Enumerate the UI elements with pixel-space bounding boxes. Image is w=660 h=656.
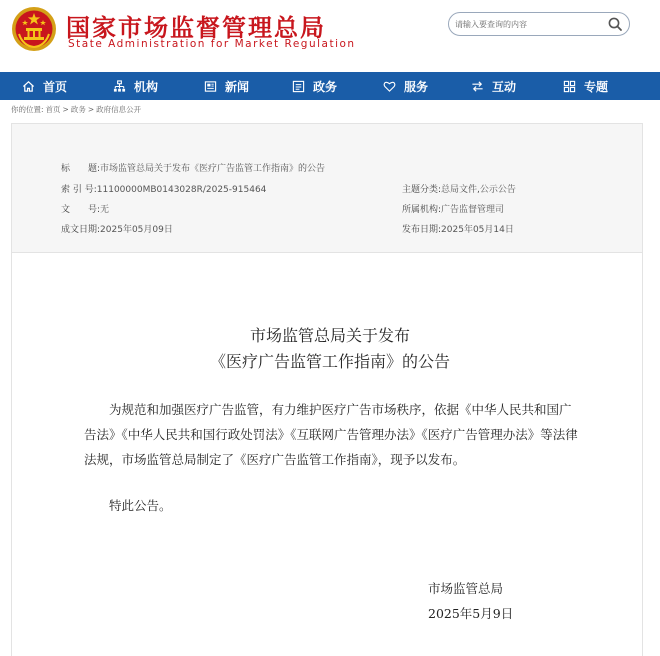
nav-label: 机构 (134, 79, 159, 94)
org-icon (113, 80, 126, 93)
info-org-row (402, 202, 504, 215)
exchange-icon (471, 80, 484, 93)
info-index-label: 索 引 号: (61, 185, 97, 195)
site-header (0, 0, 660, 72)
breadcrumb-link-gov-info[interactable]: 政府信息公开 (96, 105, 142, 114)
article-paragraph: 为规范和加强医疗广告监管，有力维护医疗广告市场秩序，依据《中华人民共和国广告法》《中华人民共和国行政处罚法》《互联网广告管理办法》《医疗广告管理办法》等法律法规，市场监管总局制定了《医疗广告监管工作指南》，现予以发布。 (84, 402, 578, 467)
site-name-cn[interactable]: 国家市场监督管理总局 (66, 14, 326, 42)
affairs-icon (292, 80, 305, 93)
article-title-line-2: 《医疗广告监管工作指南》的公告 (209, 352, 450, 371)
breadcrumb-separator: > (62, 105, 69, 114)
breadcrumb-link-home[interactable]: 首页 (45, 105, 61, 114)
info-doc-value: 无 (100, 205, 110, 215)
grid-icon (563, 80, 576, 93)
info-index-row (61, 182, 266, 195)
breadcrumb-separator: > (87, 105, 95, 114)
main-nav (0, 72, 660, 100)
nav-label: 新闻 (225, 79, 250, 94)
nav-label: 服务 (404, 79, 429, 94)
nav-label: 首页 (43, 79, 68, 94)
info-doc-label: 文 号: (61, 205, 101, 215)
news-icon (204, 80, 217, 93)
nav-item-news[interactable] (204, 72, 249, 100)
nav-label: 专题 (584, 79, 609, 94)
info-published-label: 发布日期: (402, 225, 442, 235)
article-title-line-1: 市场监管总局关于发布 (249, 326, 410, 345)
info-title-row (61, 161, 325, 174)
nav-label: 互动 (492, 79, 517, 94)
nav-item-org[interactable] (113, 72, 158, 100)
info-category-label: 主题分类: (402, 185, 442, 195)
nav-item-topics[interactable] (563, 72, 608, 100)
info-created-row (61, 222, 173, 235)
info-org-value: 广告监督管理司 (441, 205, 505, 215)
signature-date: 2025年5月9日 (428, 606, 514, 621)
article-closing: 特此公告。 (109, 498, 172, 513)
info-created-value: 2025年05月09日 (100, 225, 173, 235)
info-index-value: 11100000MB0143028R/2025-915464 (96, 185, 267, 195)
heart-icon (383, 80, 396, 93)
info-doc-row (61, 202, 109, 215)
info-published-value: 2025年05月14日 (441, 225, 514, 235)
info-category-value: 总局文件,公示公告 (441, 185, 516, 195)
breadcrumb-link-affairs[interactable]: 政务 (70, 105, 86, 114)
nav-item-interact[interactable] (471, 72, 516, 100)
info-title-label: 标 题: (61, 164, 101, 174)
nav-item-service[interactable] (383, 72, 428, 100)
nav-item-home[interactable] (22, 72, 67, 100)
info-org-label: 所属机构: (402, 205, 442, 215)
info-title-value: 市场监管总局关于发布《医疗广告监管工作指南》的公告 (100, 164, 326, 174)
search-box[interactable] (448, 12, 630, 36)
search-icon[interactable] (607, 16, 623, 32)
national-emblem-icon[interactable] (11, 6, 57, 52)
search-input[interactable] (455, 15, 605, 33)
home-icon (22, 80, 35, 93)
info-category-row (402, 182, 516, 195)
info-created-label: 成文日期: (61, 225, 101, 235)
breadcrumb-prefix: 你的位置: (11, 105, 44, 114)
breadcrumb (11, 104, 143, 115)
info-published-row (402, 222, 514, 235)
nav-item-affairs[interactable] (292, 72, 337, 100)
nav-label: 政务 (313, 79, 338, 94)
site-name-en: State Administration for Market Regulation (68, 38, 356, 50)
signature-org: 市场监管总局 (428, 581, 504, 596)
